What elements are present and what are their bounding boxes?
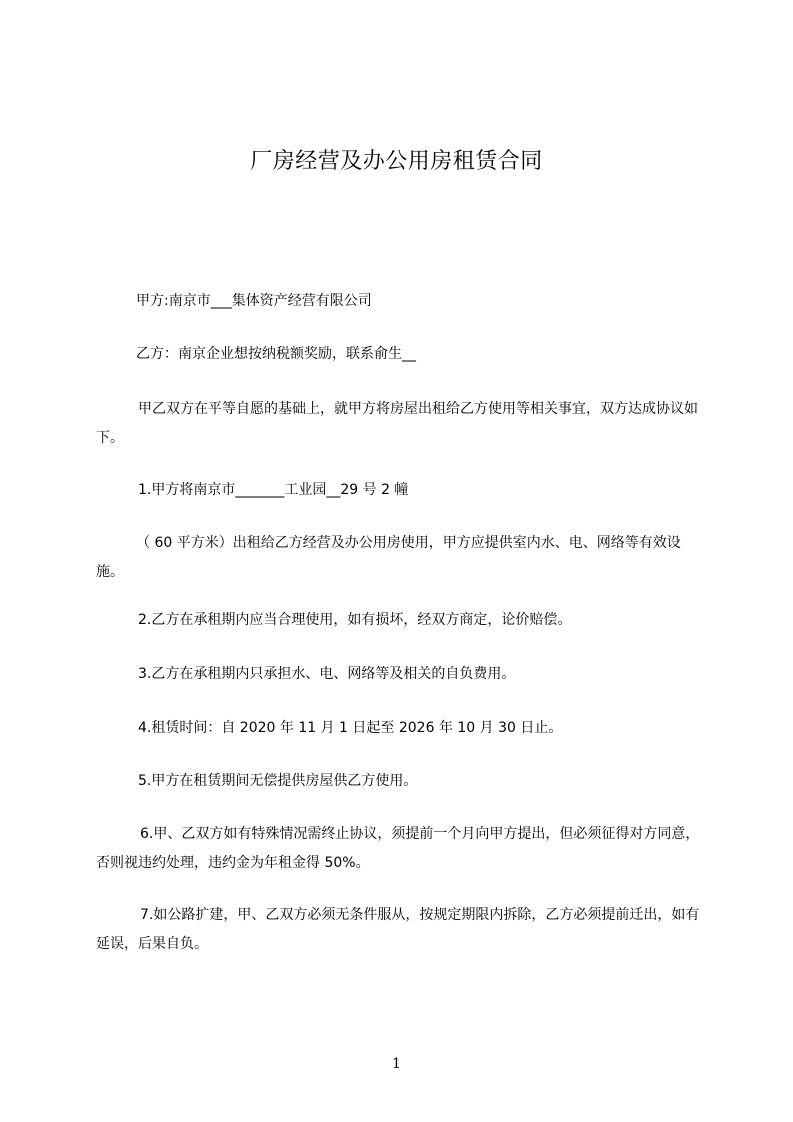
party-a-line: 甲方:南京市___集体资产经营有限公司	[136, 293, 372, 309]
clause-5: 5.甲方在租赁期间无偿提供房屋供乙方使用。	[138, 773, 418, 789]
clause-1-continued: （ 60 平方米）出租给乙方经营及办公用房使用，甲方应提供室内水、电、网络等有效设施。	[96, 535, 681, 580]
page-number: 1	[392, 1056, 401, 1072]
clause-2: 2.乙方在承租期内应当合理使用，如有损坏，经双方商定，论价赔偿。	[138, 612, 572, 628]
clause-1: 1.甲方将南京市_______工业园__29 号 2 幢	[138, 482, 409, 498]
clause-6: 6.甲、乙双方如有特殊情况需终止协议，须提前一个月向甲方提出，但必须征得对方同意，否则视违约处理，违约金为年租金得 50%。	[96, 826, 700, 871]
party-b-line: 乙方：南京企业想按纳税额奖励，联系俞生__	[136, 346, 416, 362]
intro-paragraph: 甲乙双方在平等自愿的基础上，就甲方将房屋出租给乙方使用等相关事宜，双方达成协议如下。	[96, 401, 698, 446]
document-title: 厂房经营及办公用房租赁合同	[250, 149, 543, 174]
clause-4: 4.租赁时间：自 2020 年 11 月 1 日起至 2026 年 10 月 30 日止。	[138, 720, 563, 736]
clause-3: 3.乙方在承租期内只承担水、电、网络等及相关的自负费用。	[138, 666, 516, 682]
clause-7: 7.如公路扩建，甲、乙双方必须无条件服从，按规定期限内拆除，乙方必须提前迁出，如有延误，后果自负。	[96, 907, 700, 952]
